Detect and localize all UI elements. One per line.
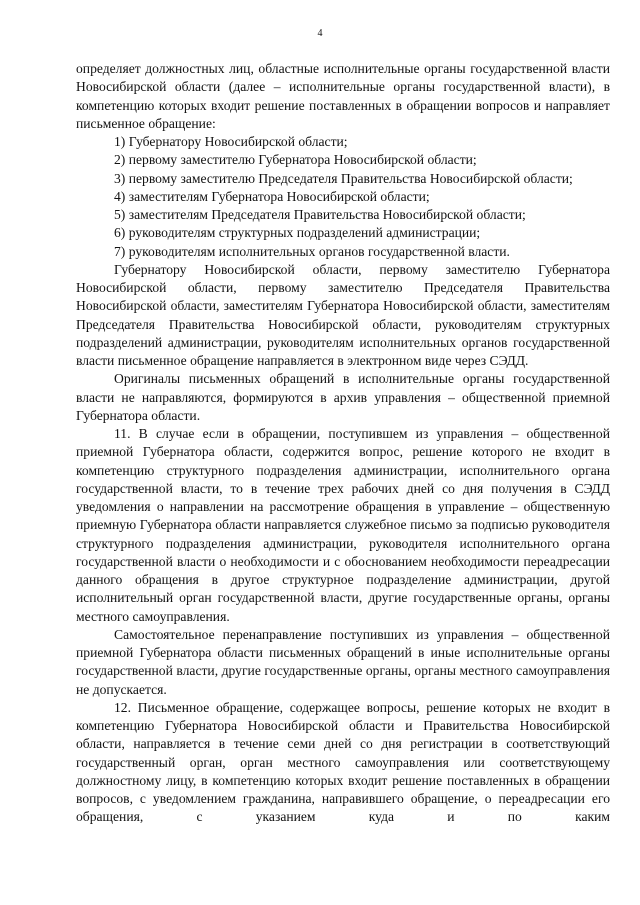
document-body: [76, 60, 610, 827]
paragraph-self-redirect: Самостоятельное перенаправление поступивших из управления – общественной приемной Губернатора области письменных обращений в иные исполнительные органы государственной власти, другие государственные органы, органы местного самоуправления не допускается.: [76, 626, 610, 697]
list-item-1: 1) Губернатору Новосибирской области;: [114, 134, 348, 149]
paragraph-intro: определяет должностных лиц, областные исполнительные органы государственной власти Новосибирской области (далее – исполнительные органы государственной власти), в компетенцию которых входит решение поставленных в обращении вопросов и направляет письменное обращение:: [76, 61, 610, 131]
list-item-4: 4) заместителям Губернатора Новосибирской области;: [114, 188, 430, 204]
list-item-3: 3) первому заместителю Председателя Правительства Новосибирской области;: [114, 170, 573, 186]
paragraph-11: 11. В случае если в обращении, поступившем из управления – общественной приемной Губернатора области, содержится вопрос, решение которого не входит в компетенцию структурного подразделения администрации, исполнительного органа государственной власти, то в течение трех рабочих дней со дня получения в СЭДД уведомления о направлении на рассмотрение обращения в управление – общественную приемную Губернатора области направляется служебное письмо за подписью руководителя структурного подразделения администрации, руководителя исполнительного органа государственной власти о необходимости и с обоснованием необходимости переадресации данного обращения в другое структурное подразделение администрации, другой исполнительный орган государственной власти, другие государственные органы, органы местного самоуправления.: [76, 426, 610, 624]
list-item-6: 6) руководителям структурных подразделений администрации;: [114, 225, 481, 241]
list-item-7: 7) руководителям исполнительных органов государственной власти.: [114, 243, 510, 259]
paragraph-electronic-routing: Губернатору Новосибирской области, первому заместителю Губернатора Новосибирской области, первому заместителю Председателя Правительства Новосибирской области, заместителям Губернатора Новосибирской области, заместителям Председателя Правительства Новосибирской области, руководителям структурных подразделений администрации, руководителям исполнительных органов государственной власти письменное обращение направляется в электронном виде через СЭДД.: [76, 261, 610, 368]
list-item-5: 5) заместителям Председателя Правительства Новосибирской области;: [114, 207, 526, 222]
paragraph-originals: Оригиналы письменных обращений в исполнительные органы государственной власти не направляются, формируются в архив управления – общественной приемной Губернатора области.: [76, 371, 610, 423]
list-item-2: 2) первому заместителю Губернатора Новосибирской области;: [114, 152, 477, 168]
page-number: 4: [317, 28, 323, 39]
paragraph-12: 12. Письменное обращение, содержащее вопросы, решение которых не входит в компетенцию Губернатора Новосибирской области и Правительства Новосибирской области, направляется в течение семи дней со дня регистрации в соответствующий государственный орган, орган местного самоуправления или соответствующему должностному лицу, в компетенцию которых входит решение поставленных в обращении вопросов, с уведомлением гражданина, направившего обращение, о переадресации его обращения, с указанием куда и по каким: [76, 699, 610, 825]
